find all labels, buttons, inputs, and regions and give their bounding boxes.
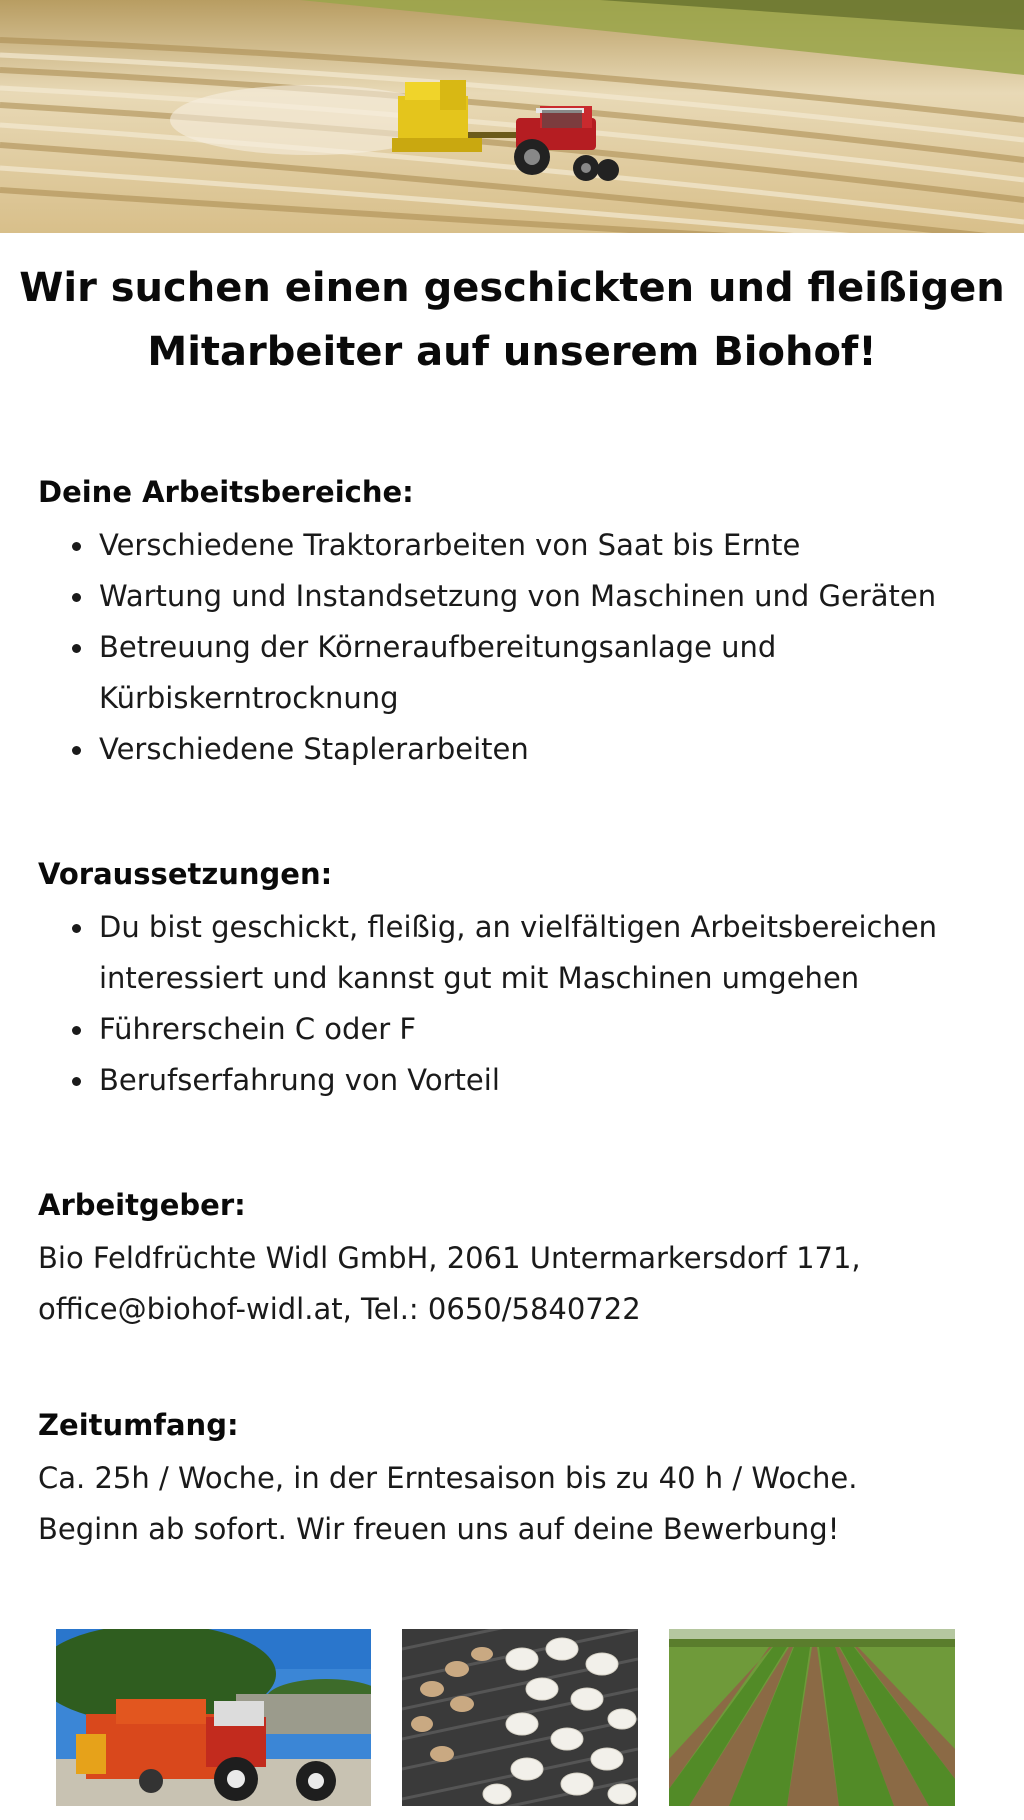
hero-photo xyxy=(0,0,1024,233)
bullet-icon xyxy=(72,924,81,933)
white-beans-photo xyxy=(402,1629,638,1806)
work-areas-list xyxy=(38,520,998,775)
bullet-icon xyxy=(72,593,81,602)
bullet-icon xyxy=(72,1077,81,1086)
list-item: Betreuung der Körneraufbereitungsanlage und xyxy=(38,622,998,673)
list-item: Du bist geschickt, fleißig, an vielfältigen Arbeitsbereichen xyxy=(38,902,998,953)
list-item: Führerschein C oder F xyxy=(38,1004,998,1055)
list-item: Berufserfahrung von Vorteil xyxy=(38,1055,998,1106)
start-text: Beginn ab sofort. Wir freuen uns auf deine Bewerbung! xyxy=(38,1512,840,1546)
list-item: Wartung und Instandsetzung von Maschinen und Geräten xyxy=(38,571,998,622)
employer-address: Bio Feldfrüchte Widl GmbH, 2061 Untermarkersdorf 171, xyxy=(38,1241,861,1275)
list-item-continuation: Kürbiskerntrocknung xyxy=(99,681,399,715)
list-item-continuation: interessiert und kannst gut mit Maschinen umgehen xyxy=(99,961,860,995)
bullet-icon xyxy=(72,1026,81,1035)
crop-rows-photo xyxy=(669,1629,955,1806)
requirements-list xyxy=(38,902,998,1106)
employer-contact: office@biohof-widl.at, Tel.: 0650/5840722 xyxy=(38,1292,641,1326)
list-item: Verschiedene Staplerarbeiten xyxy=(38,724,998,775)
harvester-tractor-photo xyxy=(56,1629,371,1806)
work-areas-section xyxy=(38,470,998,775)
bullet-icon xyxy=(72,644,81,653)
employer-heading: Arbeitgeber: xyxy=(38,1188,246,1222)
requirements-heading: Voraussetzungen: xyxy=(38,857,333,891)
bullet-icon xyxy=(72,746,81,755)
work-areas-heading: Deine Arbeitsbereiche: xyxy=(38,475,414,509)
hours-text: Ca. 25h / Woche, in der Erntesaison bis zu 40 h / Woche. xyxy=(38,1461,858,1495)
title-line-1: Wir suchen einen geschickten und fleißigen xyxy=(19,265,1005,311)
bullet-icon xyxy=(72,542,81,551)
page-title xyxy=(0,256,1024,384)
hours-section xyxy=(38,1403,998,1555)
list-item: Verschiedene Traktorarbeiten von Saat bis Ernte xyxy=(38,520,998,571)
title-line-2: Mitarbeiter auf unserem Biohof! xyxy=(147,329,877,375)
hours-heading: Zeitumfang: xyxy=(38,1408,239,1442)
requirements-section xyxy=(38,852,998,1106)
employer-section xyxy=(38,1183,998,1335)
